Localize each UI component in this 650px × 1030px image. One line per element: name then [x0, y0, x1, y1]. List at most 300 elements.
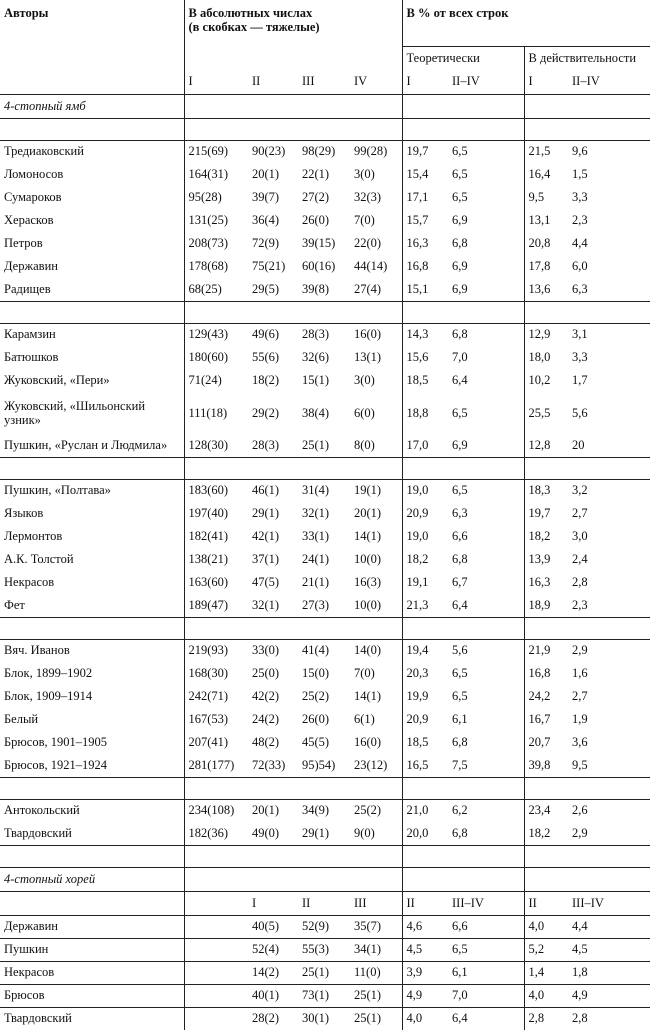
data-cell: 6,4	[452, 597, 468, 612]
author-name: Некрасов	[4, 575, 55, 589]
data-cell: 45(5)	[302, 735, 330, 749]
data-cell: 15,4	[402, 163, 448, 186]
group-separator-cell	[0, 617, 184, 639]
data-cell: 33(1)	[302, 529, 330, 543]
data-cell: 12,8	[524, 434, 568, 457]
data-cell: 4,0	[524, 915, 568, 938]
table-row	[0, 961, 650, 984]
data-cell: 4,6	[402, 915, 448, 938]
data-cell: 14,3	[402, 323, 448, 346]
data-cell: 2,9	[568, 639, 650, 662]
section-iamb-row	[0, 94, 650, 118]
group-separator-cell	[524, 457, 568, 479]
data-cell: 10(0)	[354, 552, 382, 566]
data-cell: 29(5)	[252, 281, 280, 296]
data-cell: 4,5	[402, 938, 448, 961]
group-separator-cell	[248, 845, 298, 867]
group-separator-cell	[568, 118, 650, 140]
data-cell: 40(1)	[248, 984, 298, 1007]
data-cell: 281(177)	[184, 754, 248, 777]
group-separator-cell	[0, 845, 184, 867]
data-cell: 20,0	[402, 822, 448, 845]
data-cell: 16(3)	[354, 575, 382, 589]
data-cell: 19,7	[524, 502, 568, 525]
table-row	[0, 1007, 650, 1030]
data-cell: 20,8	[524, 232, 568, 255]
data-cell: 19,0	[402, 479, 448, 502]
data-cell: 20	[572, 437, 585, 452]
data-cell: 18,2	[402, 548, 448, 571]
data-cell: 49(0)	[252, 825, 280, 840]
data-cell: 6,9	[452, 259, 468, 273]
data-cell: 27(2)	[302, 190, 330, 204]
group-separator-cell	[350, 301, 402, 323]
data-cell: 7(0)	[354, 666, 375, 680]
data-cell: 7,0	[452, 350, 468, 364]
group-separator-cell	[402, 301, 448, 323]
data-cell: 23,4	[524, 799, 568, 822]
numeral-abs-1: I	[184, 70, 248, 94]
data-cell: 42(2)	[252, 689, 280, 703]
data-cell: 6,5	[452, 405, 468, 420]
data-cell: 20(1)	[248, 799, 298, 822]
data-cell: 6,9	[452, 437, 468, 452]
data-cell: 26(0)	[302, 712, 330, 726]
data-cell: 19,7	[402, 140, 448, 163]
numeral-abs-4: IV	[350, 70, 402, 94]
data-cell: 13,9	[524, 548, 568, 571]
data-cell: 47(5)	[252, 575, 280, 589]
data-cell: 180(60)	[184, 346, 248, 369]
data-cell: 20,3	[402, 662, 448, 685]
table-row	[0, 938, 650, 961]
author-name: Тредиаковский	[0, 140, 184, 163]
data-cell: 4,0	[402, 1007, 448, 1030]
data-cell: 164(31)	[184, 163, 248, 186]
author-name: Пушкин, «Руслан и Людмила»	[4, 437, 168, 452]
percent-header: В % от всех строк	[402, 0, 650, 46]
group-separator-cell	[0, 777, 184, 799]
section-trochee-filler	[402, 867, 448, 891]
trochee-numeral-actual-2: III–IV	[568, 891, 650, 915]
table-row	[0, 822, 650, 845]
data-cell: 6,5	[452, 167, 468, 181]
data-cell: 29(1)	[302, 825, 330, 840]
data-cell: 19,0	[402, 525, 448, 548]
data-cell: 6,8	[452, 735, 468, 749]
author-name: Херасков	[4, 213, 54, 227]
trochee-col-i-blank	[184, 984, 248, 1007]
theory-header: Теоретически	[402, 46, 524, 70]
table-row	[0, 915, 650, 938]
data-cell: 38(4)	[302, 405, 330, 420]
group-separator-cell	[568, 617, 650, 639]
group-separator-cell	[402, 457, 448, 479]
group-separator-cell	[568, 845, 650, 867]
data-cell: 4,4	[572, 236, 588, 250]
table-row	[0, 662, 650, 685]
data-cell: 42(1)	[252, 529, 280, 543]
data-cell: 197(40)	[184, 502, 248, 525]
table-row	[0, 140, 650, 163]
data-cell: 95(28)	[184, 186, 248, 209]
group-separator-cell	[0, 301, 184, 323]
data-cell: 167(53)	[184, 708, 248, 731]
data-cell: 4,5	[568, 938, 650, 961]
data-cell: 189(47)	[184, 594, 248, 617]
group-separator-cell	[448, 118, 524, 140]
group-separator-cell	[448, 777, 524, 799]
data-cell: 4,9	[568, 984, 650, 1007]
data-cell: 26(0)	[302, 213, 330, 227]
data-cell: 219(93)	[184, 639, 248, 662]
table-row	[0, 255, 650, 278]
data-cell: 19(1)	[350, 479, 402, 502]
absolute-numbers-header	[184, 0, 402, 70]
group-separator-cell	[350, 118, 402, 140]
data-cell: 2,3	[572, 213, 588, 227]
group-separator-cell	[524, 301, 568, 323]
data-cell: 18,0	[524, 346, 568, 369]
group-separator-cell	[524, 617, 568, 639]
data-cell: 4,0	[524, 984, 568, 1007]
author-name: Твардовский	[4, 825, 72, 840]
section-trochee-label: 4-стопный хорей	[0, 867, 184, 891]
group-separator-cell	[298, 118, 350, 140]
trochee-numeral-actual-1: II	[524, 891, 568, 915]
data-cell: 30(1)	[298, 1007, 350, 1030]
data-cell: 178(68)	[184, 255, 248, 278]
author-name: А.К. Толстой	[4, 552, 74, 566]
data-cell: 129(43)	[184, 323, 248, 346]
data-cell: 3,1	[568, 323, 650, 346]
data-cell: 25(1)	[302, 437, 330, 452]
data-cell: 11(0)	[350, 961, 402, 984]
trochee-col-i-blank	[184, 938, 248, 961]
data-cell: 22(1)	[302, 167, 330, 181]
trochee-col-i-blank	[184, 1007, 248, 1030]
author-name: Твардовский	[0, 1007, 184, 1030]
data-cell: 6,8	[452, 825, 468, 840]
data-cell: 1,9	[572, 712, 588, 726]
table-row	[0, 232, 650, 255]
trochee-numeral-theory-2: III–IV	[448, 891, 524, 915]
data-cell: 6,9	[452, 213, 468, 227]
group-separator-cell	[184, 301, 248, 323]
data-cell: 5,2	[524, 938, 568, 961]
header-row-top	[0, 0, 650, 46]
data-cell: 6,7	[452, 575, 468, 589]
group-separator-cell	[298, 777, 350, 799]
group-separator-cell	[184, 457, 248, 479]
data-cell: 17,8	[524, 255, 568, 278]
table-row	[0, 639, 650, 662]
group-separator	[0, 301, 650, 323]
data-cell: 29(2)	[252, 405, 280, 420]
numeral-actual-2: II–IV	[568, 70, 650, 94]
data-cell: 35(7)	[350, 915, 402, 938]
data-cell: 28(3)	[298, 323, 350, 346]
data-cell: 12,9	[524, 323, 568, 346]
section-trochee-filler	[184, 867, 248, 891]
data-cell: 6,6	[448, 915, 524, 938]
data-cell: 16,3	[524, 571, 568, 594]
data-cell: 44(14)	[354, 259, 388, 273]
data-cell: 14(0)	[350, 639, 402, 662]
data-cell: 40(5)	[248, 915, 298, 938]
data-cell: 24(2)	[252, 712, 280, 726]
data-cell: 28(3)	[252, 437, 280, 452]
data-cell: 3,2	[568, 479, 650, 502]
data-cell: 8(0)	[354, 437, 375, 452]
section-iamb-filler	[568, 94, 650, 118]
group-separator-cell	[184, 617, 248, 639]
data-cell: 9,5	[572, 757, 588, 772]
data-cell: 9,6	[568, 140, 650, 163]
data-cell: 25(2)	[350, 799, 402, 822]
data-cell: 55(3)	[298, 938, 350, 961]
data-cell: 207(41)	[184, 731, 248, 754]
group-separator-cell	[350, 777, 402, 799]
trochee-col-i-blank	[184, 961, 248, 984]
trochee-col-i-blank	[184, 915, 248, 938]
author-name: Вяч. Иванов	[0, 639, 184, 662]
trochee-numerals-blank	[184, 891, 248, 915]
section-trochee-filler	[568, 867, 650, 891]
group-separator-cell	[248, 301, 298, 323]
data-cell: 15,7	[402, 209, 448, 232]
author-name: Брюсов	[0, 984, 184, 1007]
numeral-abs-3: III	[298, 70, 350, 94]
table-row	[0, 369, 650, 392]
data-cell: 48(2)	[252, 735, 280, 749]
group-separator	[0, 617, 650, 639]
data-cell: 3,9	[402, 961, 448, 984]
data-cell: 24,2	[524, 685, 568, 708]
data-cell: 6,2	[448, 799, 524, 822]
group-separator-cell	[350, 457, 402, 479]
data-cell: 29(1)	[252, 506, 280, 520]
data-cell: 6,9	[452, 281, 468, 296]
data-cell: 18,9	[524, 594, 568, 617]
data-cell: 27(3)	[302, 597, 330, 612]
group-separator-cell	[524, 118, 568, 140]
data-cell: 6,1	[452, 712, 468, 726]
data-cell: 36(4)	[252, 213, 280, 227]
group-separator-cell	[448, 301, 524, 323]
group-separator-cell	[248, 617, 298, 639]
data-cell: 2,6	[568, 799, 650, 822]
table-row	[0, 186, 650, 209]
data-cell: 24(1)	[302, 552, 330, 566]
data-cell: 1,6	[572, 666, 588, 680]
data-cell: 39(8)	[302, 281, 330, 296]
section-iamb-filler	[524, 94, 568, 118]
data-cell: 20,9	[402, 708, 448, 731]
data-cell: 16,4	[524, 163, 568, 186]
data-cell: 18(2)	[252, 373, 280, 387]
data-cell: 52(9)	[298, 915, 350, 938]
data-cell: 3(0)	[354, 373, 375, 387]
data-cell: 6,0	[572, 259, 588, 273]
section-iamb-label: 4-стопный ямб	[4, 98, 86, 113]
data-cell: 13,6	[524, 278, 568, 301]
table-row	[0, 525, 650, 548]
data-cell: 4,9	[402, 984, 448, 1007]
data-cell: 60(16)	[302, 259, 336, 273]
group-separator-cell	[298, 617, 350, 639]
table-row	[0, 323, 650, 346]
data-cell: 2,3	[572, 597, 588, 612]
group-separator-cell	[524, 777, 568, 799]
group-separator-cell	[184, 845, 248, 867]
author-name: Пушкин	[0, 938, 184, 961]
table-row	[0, 434, 650, 457]
data-cell: 5,6	[572, 405, 588, 420]
data-cell: 20(1)	[354, 506, 382, 520]
group-separator-cell	[402, 118, 448, 140]
data-cell: 49(6)	[248, 323, 298, 346]
table-row	[0, 163, 650, 186]
author-name: Лермонтов	[4, 529, 63, 543]
table-row	[0, 571, 650, 594]
data-cell: 16(0)	[354, 735, 382, 749]
data-cell: 6,8	[448, 323, 524, 346]
data-cell: 16,7	[524, 708, 568, 731]
author-name: Жуковский, «Пери»	[4, 373, 110, 387]
data-cell: 34(1)	[350, 938, 402, 961]
data-cell: 15,1	[402, 278, 448, 301]
data-cell: 22(0)	[354, 236, 382, 250]
section-iamb-filler	[350, 94, 402, 118]
table-row	[0, 502, 650, 525]
data-cell: 19,4	[402, 639, 448, 662]
data-cell: 25(2)	[302, 689, 330, 703]
group-separator-cell	[524, 845, 568, 867]
author-name: Державин	[0, 915, 184, 938]
data-cell: 215(69)	[184, 140, 248, 163]
data-cell: 1,7	[572, 373, 588, 387]
group-separator-cell	[0, 457, 184, 479]
data-cell: 20(1)	[252, 167, 280, 181]
numeral-actual-1: I	[524, 70, 568, 94]
author-name: Петров	[4, 236, 43, 250]
data-cell: 19,1	[402, 571, 448, 594]
group-separator-cell	[402, 845, 448, 867]
data-cell: 71(24)	[184, 369, 248, 392]
table-row	[0, 754, 650, 777]
section-trochee-filler	[350, 867, 402, 891]
author-name: Брюсов, 1921–1924	[4, 757, 107, 772]
data-cell: 13,1	[524, 209, 568, 232]
section-trochee-filler	[298, 867, 350, 891]
data-cell: 16,8	[402, 255, 448, 278]
data-cell: 5,6	[448, 639, 524, 662]
data-cell: 1,5	[572, 167, 588, 181]
data-cell: 2,7	[572, 689, 588, 703]
data-cell: 168(30)	[184, 662, 248, 685]
data-cell: 21,5	[524, 140, 568, 163]
data-cell: 6,3	[452, 506, 468, 520]
data-cell: 10(0)	[354, 597, 382, 612]
group-separator-cell	[248, 777, 298, 799]
section-iamb-filler	[402, 94, 448, 118]
table-row	[0, 346, 650, 369]
data-cell: 17,1	[402, 186, 448, 209]
table-row	[0, 209, 650, 232]
section-trochee-filler	[248, 867, 298, 891]
author-name: Брюсов, 1901–1905	[4, 735, 107, 749]
data-cell: 16,8	[524, 662, 568, 685]
numeral-theory-1: I	[402, 70, 448, 94]
group-separator-cell	[184, 118, 248, 140]
group-separator	[0, 118, 650, 140]
data-cell: 208(73)	[184, 232, 248, 255]
data-cell: 25(1)	[350, 1007, 402, 1030]
group-separator-cell	[350, 845, 402, 867]
group-separator-cell	[0, 118, 184, 140]
data-cell: 95)54)	[302, 757, 336, 772]
data-cell: 234(108)	[184, 799, 248, 822]
absolute-header-line2: (в скобках — тяжелые)	[188, 20, 320, 34]
author-name: Некрасов	[0, 961, 184, 984]
section-iamb-filler	[248, 94, 298, 118]
group-separator-cell	[568, 301, 650, 323]
trochee-numeral-theory-1: II	[402, 891, 448, 915]
trochee-numerals-blank	[0, 891, 184, 915]
data-cell: 34(9)	[298, 799, 350, 822]
group-separator-cell	[568, 457, 650, 479]
data-cell: 183(60)	[184, 479, 248, 502]
data-cell: 21,9	[524, 639, 568, 662]
data-cell: 7,0	[448, 984, 524, 1007]
group-separator	[0, 845, 650, 867]
data-cell: 6,3	[572, 281, 588, 296]
section-trochee-row	[0, 867, 650, 891]
data-cell: 3(0)	[354, 167, 375, 181]
group-separator-cell	[448, 617, 524, 639]
data-cell: 10,2	[524, 369, 568, 392]
author-name: Ломоносов	[4, 167, 64, 181]
data-cell: 73(1)	[298, 984, 350, 1007]
table-row	[0, 685, 650, 708]
group-separator-cell	[402, 617, 448, 639]
data-cell: 14(1)	[354, 529, 382, 543]
author-name: Белый	[4, 712, 39, 726]
data-cell: 55(6)	[252, 350, 280, 364]
data-cell: 32(1)	[302, 506, 330, 520]
data-cell: 6,5	[448, 938, 524, 961]
data-cell: 2,4	[572, 552, 588, 566]
data-cell: 6,8	[452, 236, 468, 250]
data-cell: 16(0)	[350, 323, 402, 346]
data-cell: 1,4	[524, 961, 568, 984]
group-separator	[0, 777, 650, 799]
group-separator-cell	[448, 457, 524, 479]
author-name: Батюшков	[4, 350, 59, 364]
table-row	[0, 984, 650, 1007]
data-cell: 6,5	[452, 190, 468, 204]
data-cell: 3,6	[572, 735, 588, 749]
table-row	[0, 392, 650, 434]
absolute-header-line1: В абсолютных числах	[188, 6, 313, 20]
data-cell: 39(15)	[302, 236, 336, 250]
data-cell: 131(25)	[184, 209, 248, 232]
data-cell: 6(1)	[354, 712, 375, 726]
data-cell: 41(4)	[298, 639, 350, 662]
table-row	[0, 479, 650, 502]
group-separator-cell	[350, 617, 402, 639]
